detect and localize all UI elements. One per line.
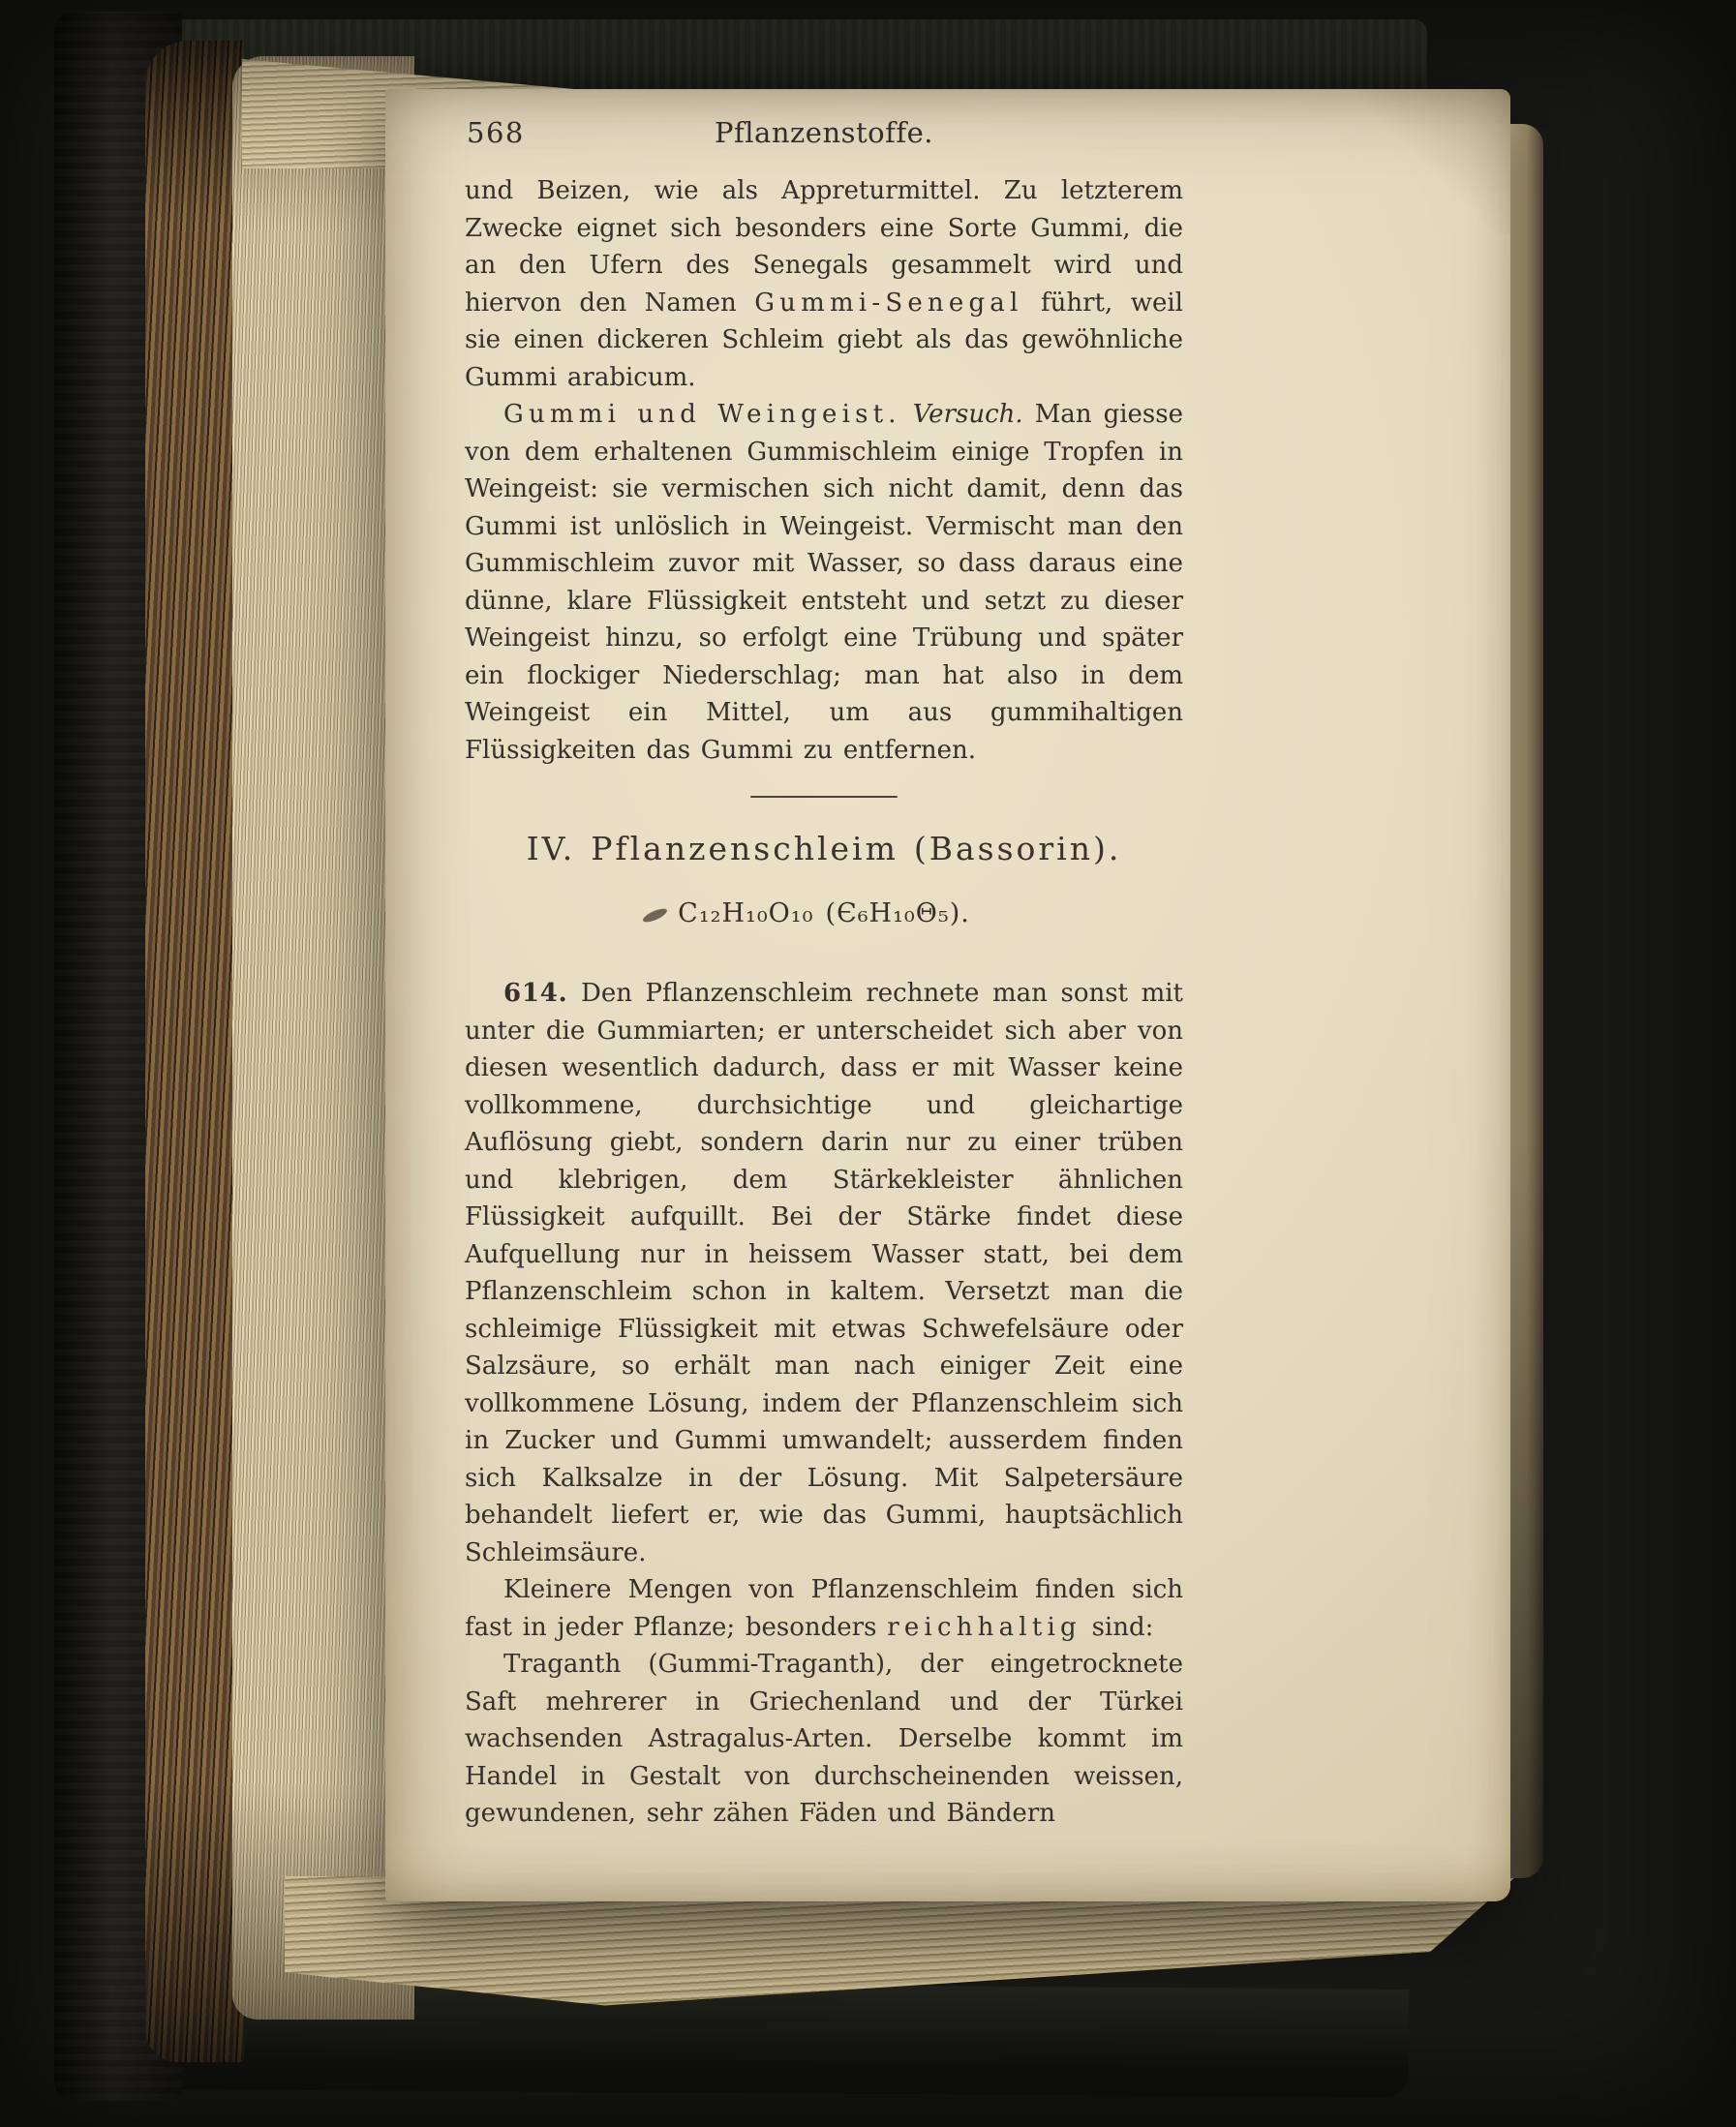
text-body — [465, 172, 1183, 1833]
paragraph — [465, 975, 1183, 1571]
text-segment: und Beizen, wie als Appreturmittel. Zu letzterem Zwecke eignet sich besonders eine Sorte Gummi, die an den Ufern des Senegals gesammelt wird und hiervon den Namen — [465, 176, 1183, 318]
running-header: Pflanzenstoffe. — [715, 116, 933, 149]
paragraph — [465, 396, 1183, 769]
paragraph — [465, 172, 1183, 396]
page-corner-fold — [1355, 89, 1510, 234]
text-segment: Gummi und Weingeist. — [503, 400, 901, 429]
section-formula: C₁₂H₁₀O₁₀ (Є₆H₁₀Θ₅). — [465, 896, 1183, 933]
marbled-fore-edge — [145, 41, 244, 2062]
text-segment: Man giesse von dem erhaltenen Gummischleim einige Tropfen in Weingeist: sie vermischen sich nicht damit, denn das Gummi ist unlöslich in Weingeist. Vermischt man den Gummischleim zuvor mit Wasser, so dass daraus eine dünne, klare Flüssigkeit entsteht und setzt zu dieser Weingeist hinzu, so erfolgt eine Trübung und später ein flockiger Niederschlag; man hat also in dem Weingeist ein Mittel, um aus gummihaltigen Flüssigkeiten das Gummi zu entfernen. — [465, 400, 1183, 765]
text-segment: Kleinere Mengen von Pflanzenschleim finden sich fast in jeder Pflanze; besonders — [465, 1575, 1183, 1642]
paragraph — [465, 1646, 1183, 1833]
text-segment — [901, 400, 913, 429]
page-content — [465, 116, 1183, 1833]
text-segment: Den Pflanzenschleim rechnete man sonst mit unter die Gummiarten; er unterscheidet sich aber von diesen wesentlich dadurch, dass er mit Wasser keine vollkommene, durchsichtige und gleichartige Auflösung giebt, sondern darin nur zu einer trüben und klebrigen, dem Stärkekleister ähnlichen Flüssigkeit aufquillt. Bei der Stärke findet diese Aufquellung nur in heissem Wasser statt, bei dem Pflanzenschleim schon in kaltem. Versetzt man die schleimige Flüssigkeit mit etwas Schwefelsäure oder Salzsäure, so erhält man nach einiger Zeit eine vollkommene Lösung, indem der Pflanzenschleim sich in Zucker und Gummi umwandelt; ausserdem finden sich Kalksalze in der Lösung. Mit Salpetersäure behandelt liefert er, wie das Gummi, hauptsächlich Schleimsäure. — [465, 979, 1183, 1567]
section-heading: IV. Pflanzenschleim (Bassorin). — [526, 830, 1122, 867]
text-segment: reichhaltig — [887, 1612, 1081, 1642]
text-segment: 614. — [503, 979, 568, 1008]
text-segment: Traganth (Gummi-Traganth), der eingetrocknete Saft mehrerer in Griechenland und der Türkei wachsenden Astragalus-Arten. Derselbe kommt im Handel in Gestalt von durchscheinenden weissen, gewundenen, sehr zähen Fäden und Bändern — [465, 1650, 1183, 1828]
book-page — [385, 89, 1510, 1901]
page-edge-right — [1507, 124, 1543, 1878]
page-number: 568 — [467, 116, 525, 149]
text-segment: sind: — [1081, 1612, 1154, 1642]
text-segment: Gummi-Senegal — [754, 288, 1023, 318]
text-segment: führt, weil sie einen dickeren Schleim giebt als das gewöhnliche Gummi arabicum. — [465, 288, 1184, 392]
page-header — [465, 116, 1183, 161]
text-segment: Versuch. — [912, 400, 1023, 429]
paragraph — [465, 1571, 1183, 1646]
section-rule — [750, 796, 898, 798]
